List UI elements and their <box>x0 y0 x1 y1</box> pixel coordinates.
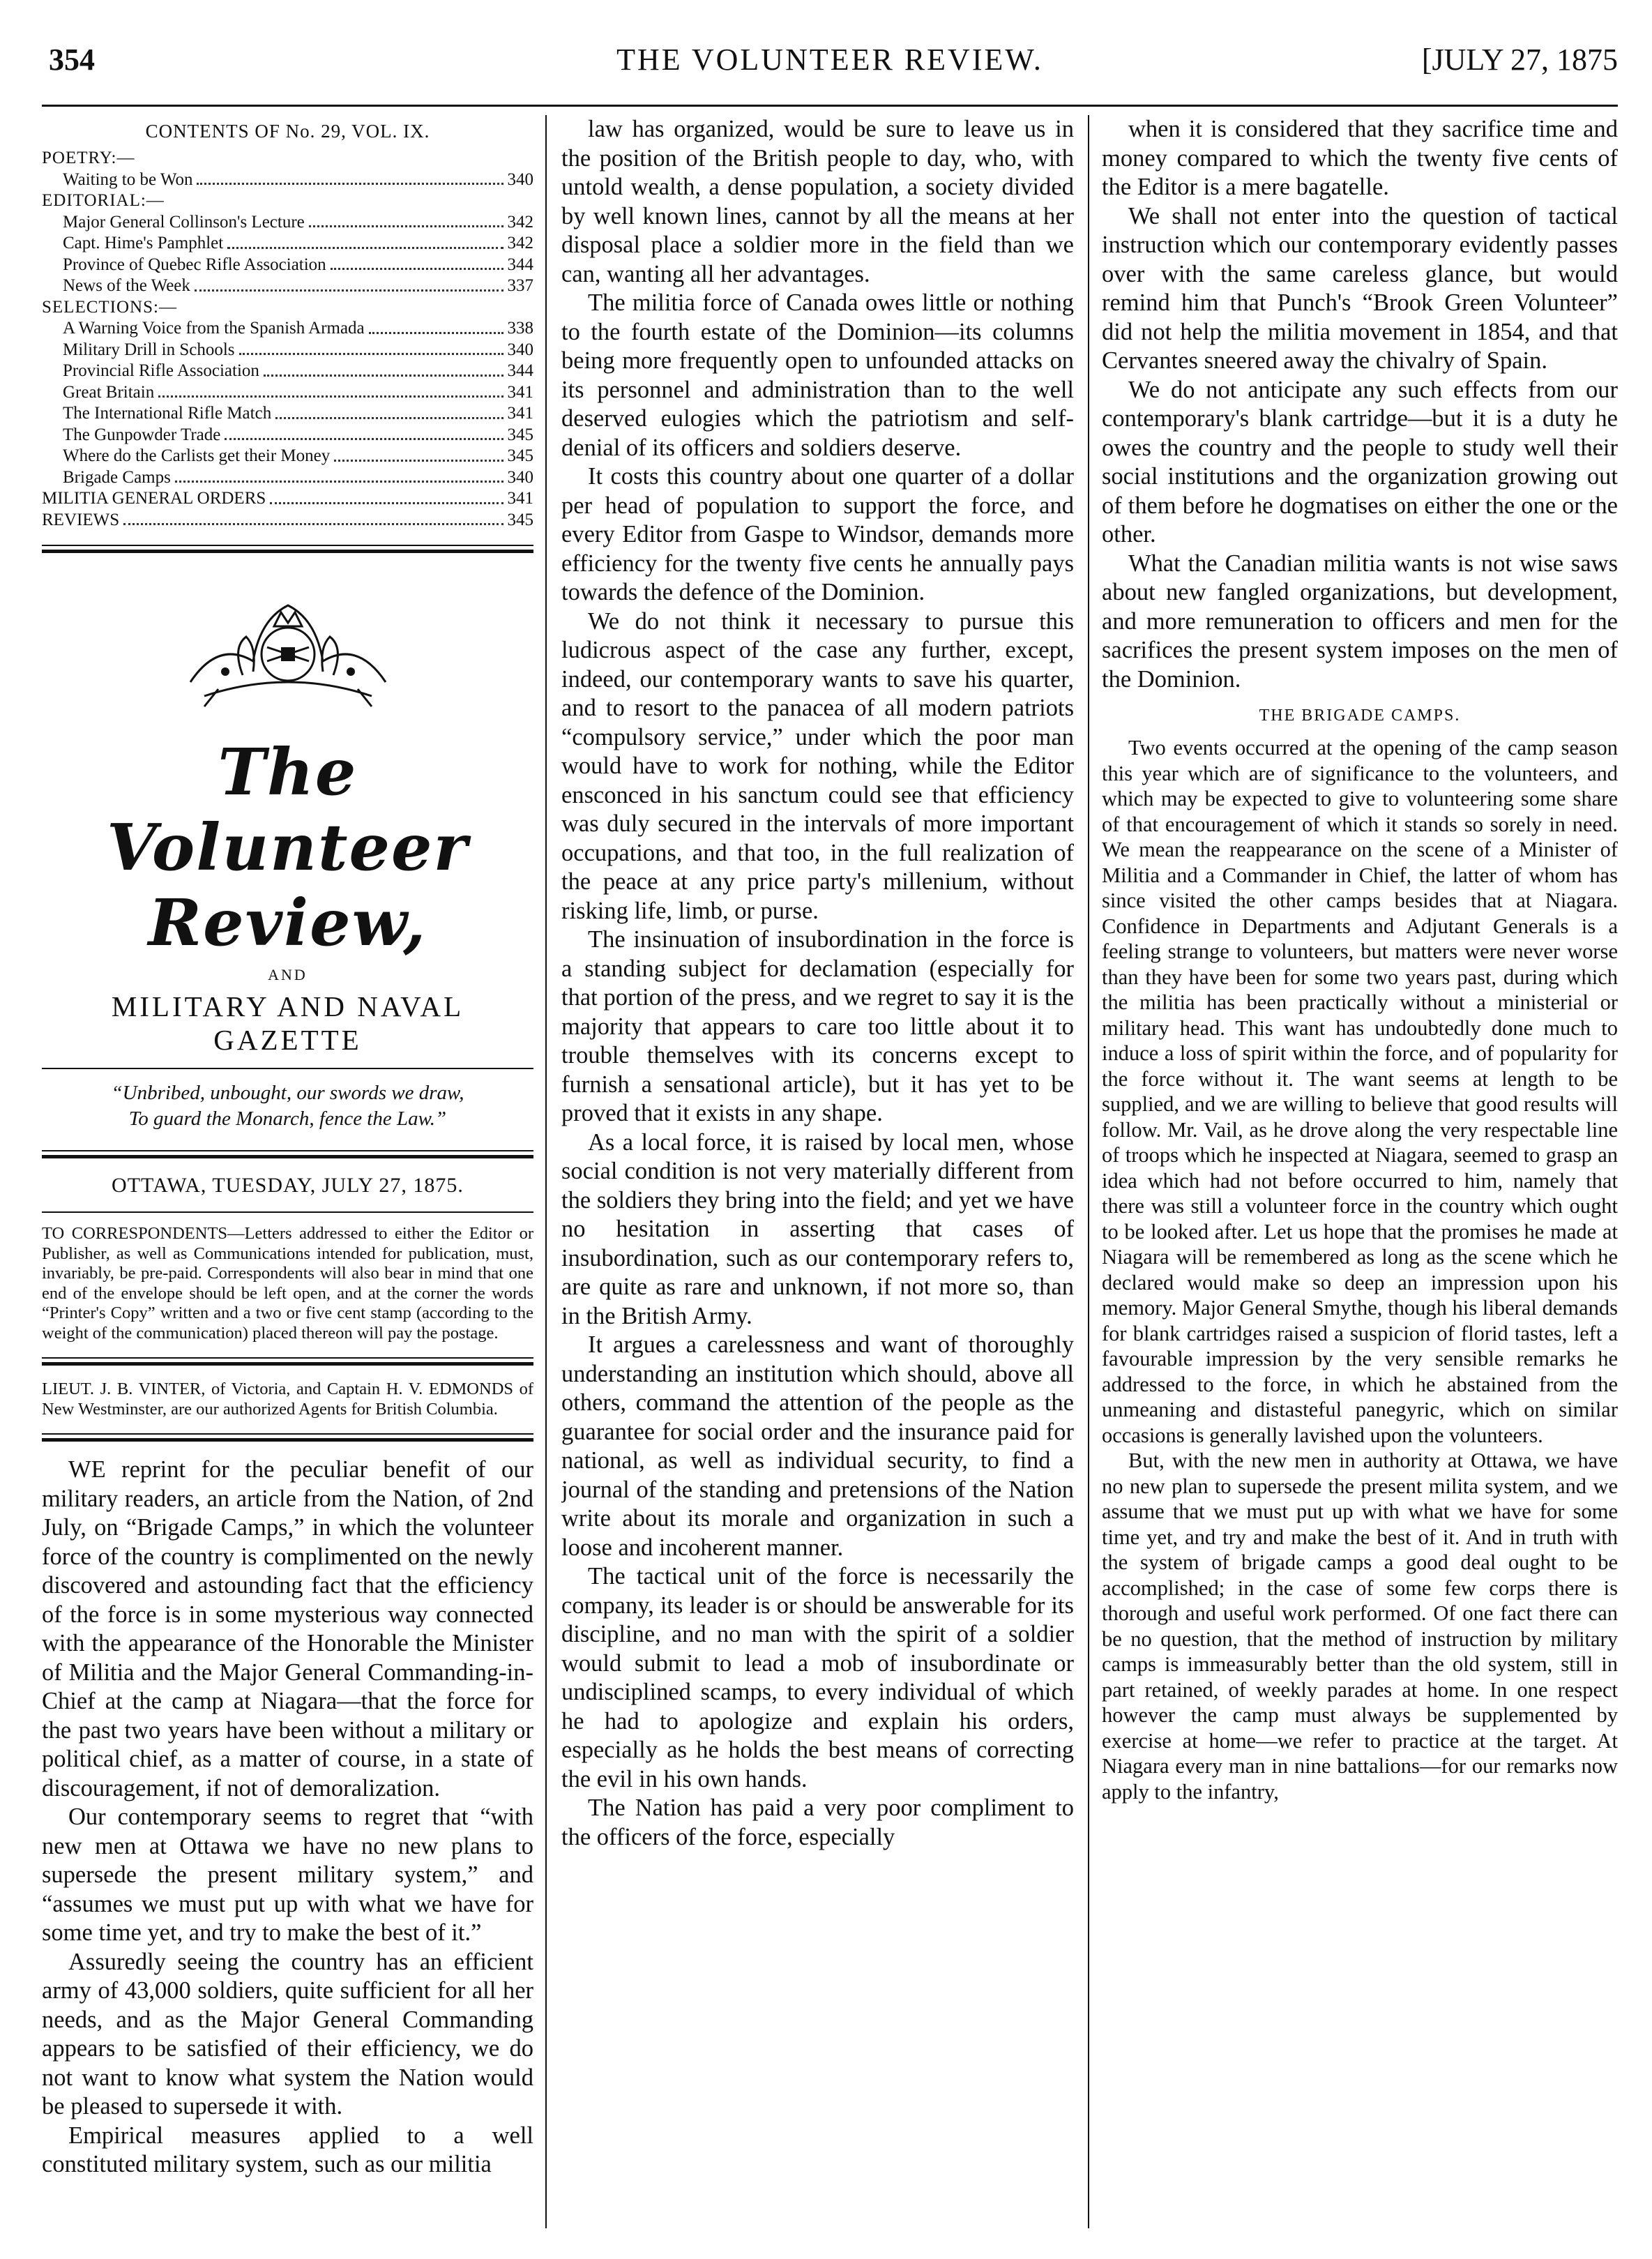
notice-text: —Letters addressed to either the Editor or Publisher, as well as Communications intended for publication, must, invariably, be pre-paid. Correspondents will also bear in mind that one end of the envelope should be left open, and at the corner the words “Printer's Copy” written and a two or five cent stamp (according to the weight of the communication) placed thereon will pay the postage. <box>42 1224 533 1343</box>
column-2 <box>561 115 1074 2228</box>
toc-entry: Province of Quebec Rifle Association 344 <box>63 255 533 274</box>
article-paragraph: Our contemporary seems to regret that “with new men at Ottawa we have no new plans to supersede the present military system,” and “assumes we must put up with what we have for some time yet, and try to make the best of it.” <box>42 1804 533 1946</box>
issue-date: [JULY 27, 1875 <box>1421 43 1618 77</box>
table-of-contents <box>42 148 533 531</box>
article-subhead: THE BRIGADE CAMPS. <box>1259 707 1461 725</box>
toc-section-label: EDITORIAL:— <box>42 191 165 210</box>
divider <box>42 1068 533 1069</box>
toc-entry: Major General Collinson's Lecture 342 <box>63 212 533 232</box>
article-paragraph: when it is considered that they sacrifice time and money compared to which the twenty five cents of the Editor is a mere bagatelle. <box>1102 116 1618 200</box>
toc-section-label: SELECTIONS:— <box>42 297 177 317</box>
article-paragraph: It argues a carelessness and want of thoroughly understanding an institution which should, above all others, command the attention of the people as the guarantee for social order and the insurance paid for national, as well as individual security, to find a journal of the standing and pretensions of the Nation write about its morale and organization in such a loose and incoherent manner. <box>561 1331 1074 1561</box>
page-number: 354 <box>49 43 95 77</box>
article-paragraph: We do not think it necessary to pursue this ludicrous aspect of the case any further, except, indeed, our contemporary wants to save his quarter, and to resort to the panacea of all modern patriots “compulsory service,” under which the poor man would have to work for nothing, while the Editor ensconced in his sanctum could see that efficiency was duly secured in the intervals of more important occupations, and that too, in the full realization of the peace at any price party's millenium, without risking life, limb, or purse. <box>561 607 1074 924</box>
article-paragraph: WE reprint for the peculiar benefit of our military readers, an article from the Nation, of 2nd July, on “Brigade Camps,” in which the volunteer force of the country is complimented on the newly discovered and astounding fact that the efficiency of the force is in some mysterious way connected with the appearance of the Honorable the Minister of Militia and the Major General Commanding-in-Chief at the camp at Niagara—that the force for the past two years have been without a military or political chief, as a matter of course, in a state of discouragement, if not of demoralization. <box>42 1456 533 1801</box>
agents-notice: LIEUT. J. B. VINTER, of Victoria, and Captain H. V. EDMONDS of New Westminster, are our authorized Agents for British Columbia. <box>42 1380 533 1419</box>
toc-entry: Great Britain 341 <box>63 382 533 402</box>
article-paragraph: We shall not enter into the question of tactical instruction which our contemporary evidently passes over with the same careless glance, but would remind him that Punch's “Brook Green Volunteer” did not help the militia movement in 1854, and that Cervantes sneered away the chivalry of Spain. <box>1102 202 1618 374</box>
contents-title: CONTENTS OF No. 29, VOL. IX. <box>145 121 430 142</box>
toc-entry: The International Rifle Match 341 <box>63 404 533 423</box>
article-paragraph: The insinuation of insubordination in the force is a standing subject for declamation (especially for that portion of the press, and we regret to say it is the majority that appears to care too little about it to trouble themselves with its concerns except to furnish a sensational article), but it has yet to be proved that it exists in any shape. <box>561 926 1074 1126</box>
column-3 <box>1102 115 1618 2228</box>
toc-entry: MILITIA GENERAL ORDERS 341 <box>42 489 533 508</box>
article-paragraph: law has organized, would be sure to leave us in the position of the British people to day, who, with untold wealth, a dense population, a society divided by well known lines, cannot by all the means at her disposal place a soldier more in the field than we can, wanting all her advantages. <box>561 116 1074 287</box>
article-paragraph: It costs this country about one quarter of a dollar per head of population to support the force, and every Editor from Gaspe to Windsor, demands more efficiency for the twenty five cents he annually pays towards the defence of the Dominion. <box>561 463 1074 605</box>
toc-entry: Brigade Camps 340 <box>63 467 533 487</box>
double-rule <box>42 545 533 553</box>
motto-line-1: “Unbribed, unbought, our swords we draw, <box>111 1082 464 1104</box>
article-paragraph: As a local force, it is raised by local men, whose social condition is not very materially different from the soldiers they bring into the field; and yet we have no hesitation in asserting that cases of insubordination, such as our contemporary refers to, are quite as rare and unknown, if not more so, than in the British Army. <box>561 1128 1074 1329</box>
double-rule <box>42 1357 533 1366</box>
article-paragraph: The Nation has paid a very poor compliment to the officers of the force, especially <box>561 1795 1074 1850</box>
masthead-motto <box>42 1080 533 1132</box>
toc-section-label: POETRY:— <box>42 149 135 167</box>
notice-lead: TO CORRESPONDENTS <box>42 1224 228 1243</box>
correspondents-notice <box>42 1224 533 1343</box>
article-paragraph: What the Canadian militia wants is not wise saws about new fangled organizations, but development, and more remuneration to officers and men for the sacrifices the present system imposes on the men of the Dominion. <box>1102 550 1618 693</box>
column-1 <box>42 115 533 2228</box>
motto-line-2: To guard the Monarch, fence the Law.” <box>128 1108 447 1130</box>
double-rule <box>42 1433 533 1442</box>
article-paragraph: Assuredly seeing the country has an efficient army of 43,000 soldiers, quite sufficient for all her needs, and as the Major General Commanding appears to be satisfied of their efficiency, we do not want to know what system the Nation would be pleased to supersede it with. <box>42 1948 533 2120</box>
article-paragraph: Empirical measures applied to a well constituted military system, such as our militia <box>42 2122 533 2177</box>
divider <box>42 1211 533 1213</box>
masthead-and: AND <box>268 966 308 983</box>
royal-crest-emblem <box>42 567 533 727</box>
article-paragraph: The tactical unit of the force is necessarily the company, its leader is or should be answerable for its discipline, and no man with the spirit of a soldier would submit to lead a mob of insubordinate or undisciplined scamps, to every individual of which he had to apologize and explain his orders, especially as he holds the best means of correcting the evil in his own hands. <box>561 1563 1074 1792</box>
header-rule <box>42 105 1618 107</box>
toc-entry: A Warning Voice from the Spanish Armada 338 <box>63 319 533 338</box>
toc-entry: Provincial Rifle Association 344 <box>63 361 533 380</box>
article-paragraph: But, with the new men in authority at Ottawa, we have no new plan to supersede the present milita system, and we assume that we must put up with what we have for some time yet, and try and make the best of it. And in truth with the system of brigade camps a good deal ought to be accomplished; in the case of some few corps there is thorough and useful work performed. Of one fact there can be no question, that the method of instruction by military camps is immeasurably better than the old system, still in part retained, of weekly parades at home. In one respect however the camp must always be supplemented by exercise at home—we refer to practice at the target. At Niagara every man in nine battalions—for our remarks now apply to the infantry, <box>1102 1449 1618 1804</box>
toc-entry: Military Drill in Schools 340 <box>63 340 533 359</box>
article-paragraph: The militia force of Canada owes little or nothing to the fourth estate of the Dominion—its columns being more frequently open to unfounded attacks on its personnel and administration than to the well deserved eulogies which the patriotism and self-denial of its officers and soldiers deserve. <box>561 289 1074 461</box>
editorial-article-start <box>42 1456 533 2179</box>
running-title: THE VOLUNTEER REVIEW. <box>616 43 1043 77</box>
masthead-title: The Volunteer Review, <box>106 734 469 960</box>
article-paragraph: Two events occurred at the opening of the camp season this year which are of significance to the volunteers, and which may be expected to give to volunteering some share of that encouragement of which it stands so sorely in need. We mean the reappearance on the scene of a Minister of Militia and a Commander in Chief, the latter of whom has since visited the other camps besides that at Niagara. Confidence in Departments and Adjutant Generals is a feeling strange to volunteers, but matters were never worse than they have been for some two years past, during which the militia has been practically without a ministerial or military head. This want has undoubtedly done much to induce a loss of spirit within the force, and of popularity for the force without it. The want seems at length to be supplied, and we are willing to believe that good results will follow. Mr. Vail, as he drove along the very respectable line of troops which he inspected at Niagara, seemed to grasp an idea which had not before occurred to him, namely that there was still a volunteer force in the country which ought to be looked after. Let us hope that the promises he made at Niagara will be remembered as long as the scene which he declared would make so deep an impression upon his memory. Major General Smythe, though his liberal demands for blank cartridges raised a suspicion of florid tastes, left a favourable impression by the very sensible remarks he addressed to the force, in which he abstained from the unmeaning and distasteful panegyric, which on similar occasions is generally lavished upon the volunteers. <box>1102 736 1618 1447</box>
toc-entry: Waiting to be Won 340 <box>63 169 533 189</box>
toc-entry: REVIEWS 345 <box>42 510 533 529</box>
toc-entry: The Gunpowder Trade 345 <box>63 425 533 444</box>
toc-entry: Capt. Hime's Pamphlet 342 <box>63 234 533 252</box>
crest-icon <box>176 577 400 717</box>
masthead-subtitle: MILITARY AND NAVAL GAZETTE <box>111 990 464 1056</box>
newspaper-page <box>42 28 1618 2239</box>
page-header <box>42 42 1618 91</box>
toc-entry: Where do the Carlists get their Money 345 <box>63 446 533 465</box>
dateline: OTTAWA, TUESDAY, JULY 27, 1875. <box>112 1174 464 1197</box>
column-divider <box>545 115 547 2228</box>
double-rule <box>42 1150 533 1158</box>
toc-entry: News of the Week 337 <box>63 276 533 295</box>
article-paragraph: We do not anticipate any such effects from our contemporary's blank cartridge—but it is a duty he owes the country and the people to study well their social institutions and the organization growing out of them before he dogmatises on either the one or the other. <box>1102 376 1618 547</box>
column-divider <box>1088 115 1089 2228</box>
